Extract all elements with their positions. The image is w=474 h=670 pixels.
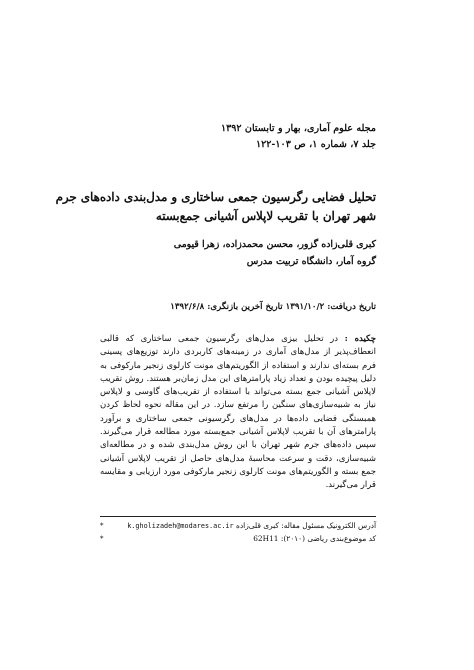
article-title [55,188,376,226]
footnote-mark: * [100,534,104,543]
footnote-divider [100,516,376,517]
title-line-2: شهر تهران با تقریب لاپلاس آشیانی جمع‌بسته [155,209,376,223]
journal-header [100,121,376,153]
corresponding-author-label: آدرس الکترونیک مسئول مقاله: کبری قلی‌زاده [235,521,376,530]
journal-name: مجله علوم آماری، بهار و تابستان ۱۳۹۲ [220,123,376,134]
author-names: کبری قلی‌زاده گزور، محسن محمدزاده، زهرا قیومی [173,239,376,250]
corresponding-email[interactable]: k.gholizadeh@modares.ac.ir [127,522,234,530]
abstract-body: در تحلیل بیزی مدل‌های رگرسیون جمعی ساختاری که قالبی انعطاف‌پذیر از مدل‌های آماری در زمینه‌های کاربردی دارند توزیع‌های پسینی فرم بسته‌ای ندارند و استفاده از الگوریتم‌های مونت کارلوی زنجیر مارکوفی به دلیل پیچیده بودن و تعداد زیاد پارامترهای این مدل زمان‌بر هستند. روش تقریب لاپلاس آشیانی جمع بسته می‌تواند با استفاده از تقریب‌های گاوسی و لاپلاس نیاز به شبیه‌سازی‌های سنگین را مرتفع سازد. در این مقاله نحوه لحاظ کردن همبستگی فضایی داده‌ها در مدل‌های رگرسیونی جمعی ساختاری و برآورد پارامترهای آن با تقریب لاپلاس آشیانی جمع‌بسته مورد مطالعه قرار می‌گیرند. سپس داده‌های جرم شهر تهران با این روش مدل‌بندی شده و در مطالعه‌ای شبیه‌سازی، دقت و سرعت محاسبهٔ مدل‌های حاصل از تقریب لاپلاس آشیانی جمع بسته و الگوریتم‌های مونت کارلوی زنجیر مارکوفی مورد ارزیابی و مقایسه قرار می‌گیرند. [100,334,376,491]
abstract-label: چکیده : [344,334,377,344]
author-block [100,236,376,270]
footnotes [100,520,376,545]
msc-code: کد موضوع‌بندی ریاضی (۲۰۱۰): 62H11 [253,533,376,543]
footnote-text [127,520,376,533]
author-affiliation: گروه آمار، دانشگاه تربیت مدرس [246,256,376,267]
footnote-mark: * [100,522,104,530]
journal-volume: جلد ۷، شماره ۱، ص ۱۰۳-۱۲۲ [255,139,376,150]
footnote-msc [100,533,376,546]
received-revised-dates: تاریخ دریافت: ۱۳۹۱/۱۰/۲ تاریخ آخرین بازنگری: ۱۳۹۲/۶/۸ [170,302,376,312]
footnote-email [100,520,376,533]
abstract [100,333,376,493]
title-line-1: تحلیل فضایی رگرسیون جمعی ساختاری و مدل‌بندی داده‌های جرم [55,190,376,204]
